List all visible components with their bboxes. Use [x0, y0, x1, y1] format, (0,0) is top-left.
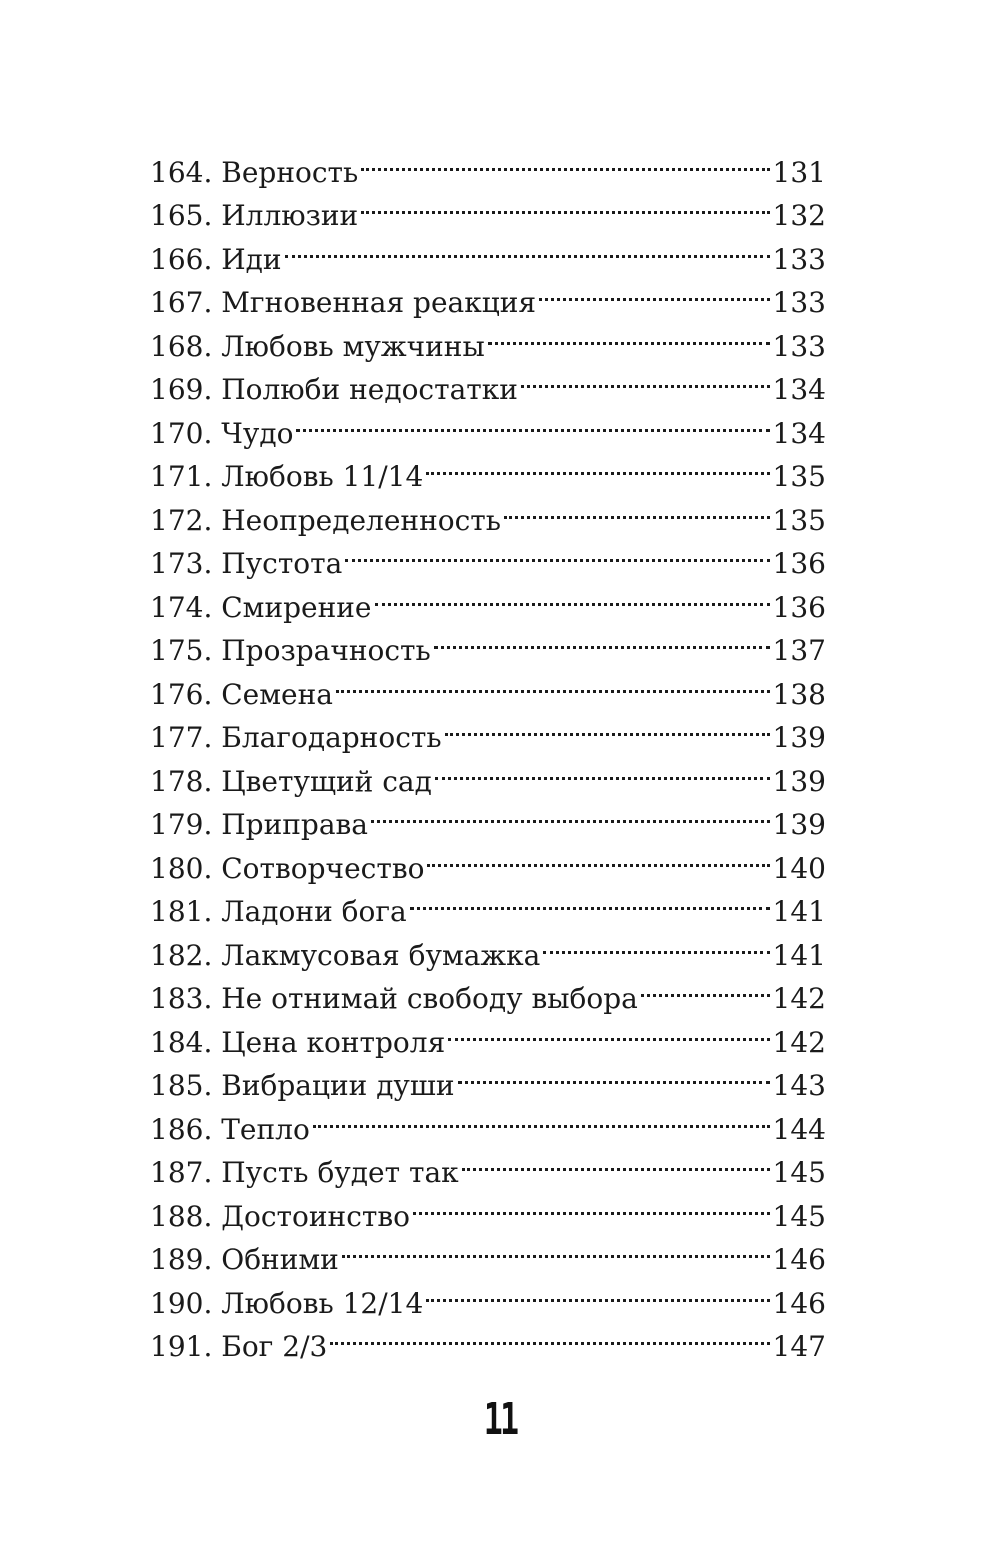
toc-entry-page: 139	[772, 764, 826, 798]
toc-entry-title: 164. Верность	[150, 155, 359, 189]
toc-entry-title: 177. Благодарность	[150, 721, 442, 754]
dot-leader	[543, 921, 769, 965]
toc-entry-page: 133	[772, 329, 826, 363]
toc-entry-page: 145	[772, 1199, 826, 1233]
toc-entry-page: 142	[772, 982, 826, 1015]
toc-entry-page: 146	[772, 1243, 826, 1276]
toc-entry-page: 131	[772, 155, 826, 189]
dot-leader	[434, 617, 770, 661]
toc-entry-title: 186. Тепло	[150, 1112, 310, 1146]
toc-entry-title: 166. Иди	[150, 242, 282, 276]
dot-leader	[641, 965, 770, 1009]
toc-entry-page: 143	[772, 1069, 826, 1102]
dot-leader	[371, 791, 770, 835]
toc-entry-page: 139	[772, 808, 826, 841]
toc-entry-title: 170. Чудо	[150, 416, 294, 450]
dot-leader	[427, 834, 769, 878]
toc-entry-title: 182. Лакмусовая бумажка	[150, 938, 541, 972]
toc-entry-title: 171. Любовь 11/14	[150, 460, 424, 493]
toc-entry-page: 136	[772, 547, 826, 580]
toc-entry-title: 179. Приправа	[150, 808, 368, 841]
toc-entry-title: 175. Прозрачность	[150, 634, 431, 667]
toc-entry-page: 144	[772, 1112, 826, 1146]
toc-entry-page: 138	[772, 677, 826, 711]
dot-leader	[336, 660, 770, 704]
table-of-contents	[150, 138, 826, 1363]
toc-entry-page: 133	[772, 286, 826, 319]
toc-entry-title: 181. Ладони бога	[150, 895, 407, 928]
toc-entry-page: 136	[772, 590, 826, 624]
toc-entry-title: 187. Пусть будет так	[150, 1156, 459, 1189]
toc-entry-title: 172. Неопределенность	[150, 503, 502, 537]
toc-entry-title: 184. Цена контроля	[150, 1025, 446, 1059]
toc-entry-title: 178. Цветущий сад	[150, 764, 432, 798]
toc-entry-title: 173. Пустота	[150, 547, 343, 580]
toc-entry-page: 141	[772, 895, 826, 928]
toc-entry-page: 139	[772, 721, 826, 754]
dot-leader	[285, 225, 770, 269]
toc-entry-page: 145	[772, 1156, 826, 1189]
dot-leader	[539, 269, 770, 313]
toc-entry-title: 169. Полюби недостатки	[150, 373, 518, 406]
dot-leader	[435, 747, 770, 791]
dot-leader	[448, 1008, 769, 1052]
toc-entry-page: 142	[772, 1025, 826, 1059]
dot-leader	[313, 1095, 770, 1139]
dot-leader	[426, 443, 769, 487]
dot-leader	[488, 312, 770, 356]
toc-entry-title: 185. Вибрации души	[150, 1069, 455, 1102]
dot-leader	[361, 182, 769, 226]
dot-leader	[375, 573, 770, 617]
toc-entry-title: 183. Не отнимай свободу выбора	[150, 982, 638, 1015]
dot-leader	[462, 1139, 770, 1183]
dot-leader	[458, 1052, 770, 1096]
dot-leader	[361, 138, 769, 182]
toc-entry-title: 168. Любовь мужчины	[150, 329, 485, 363]
dot-leader	[342, 1226, 770, 1270]
toc-entry-title: 165. Иллюзии	[150, 199, 359, 232]
toc-entry-title: 176. Семена	[150, 677, 333, 711]
toc-entry-page: 140	[772, 851, 826, 885]
toc-entry-title: 167. Мгновенная реакция	[150, 286, 537, 319]
toc-entry-page: 134	[772, 416, 826, 450]
toc-entry-page: 137	[772, 634, 826, 667]
dot-leader	[521, 356, 770, 400]
dot-leader	[345, 530, 769, 574]
toc-entry	[150, 138, 826, 189]
toc-entry-page: 132	[772, 199, 826, 232]
dot-leader	[426, 1269, 769, 1313]
dot-leader	[296, 399, 769, 443]
dot-leader	[445, 704, 770, 748]
toc-entry-title: 188. Достоинство	[150, 1199, 411, 1233]
toc-entry-page: 135	[772, 503, 826, 537]
toc-entry-page: 135	[772, 460, 826, 493]
toc-entry-title: 191. Бог 2/3	[150, 1330, 328, 1363]
dot-leader	[410, 878, 770, 922]
toc-entry-page: 146	[772, 1286, 826, 1320]
toc-entry-page: 141	[772, 938, 826, 972]
toc-entry-page: 134	[772, 373, 826, 406]
dot-leader	[330, 1313, 769, 1357]
toc-entry-title: 190. Любовь 12/14	[150, 1286, 424, 1320]
toc-entry-page: 133	[772, 242, 826, 276]
toc-entry-page: 147	[772, 1330, 826, 1363]
toc-entry-title: 180. Сотворчество	[150, 851, 425, 885]
dot-leader	[504, 486, 770, 530]
toc-entry-title: 174. Смирение	[150, 590, 372, 624]
dot-leader	[413, 1182, 770, 1226]
page-number: 11	[483, 1394, 517, 1445]
toc-entry-title: 189. Обними	[150, 1243, 339, 1276]
